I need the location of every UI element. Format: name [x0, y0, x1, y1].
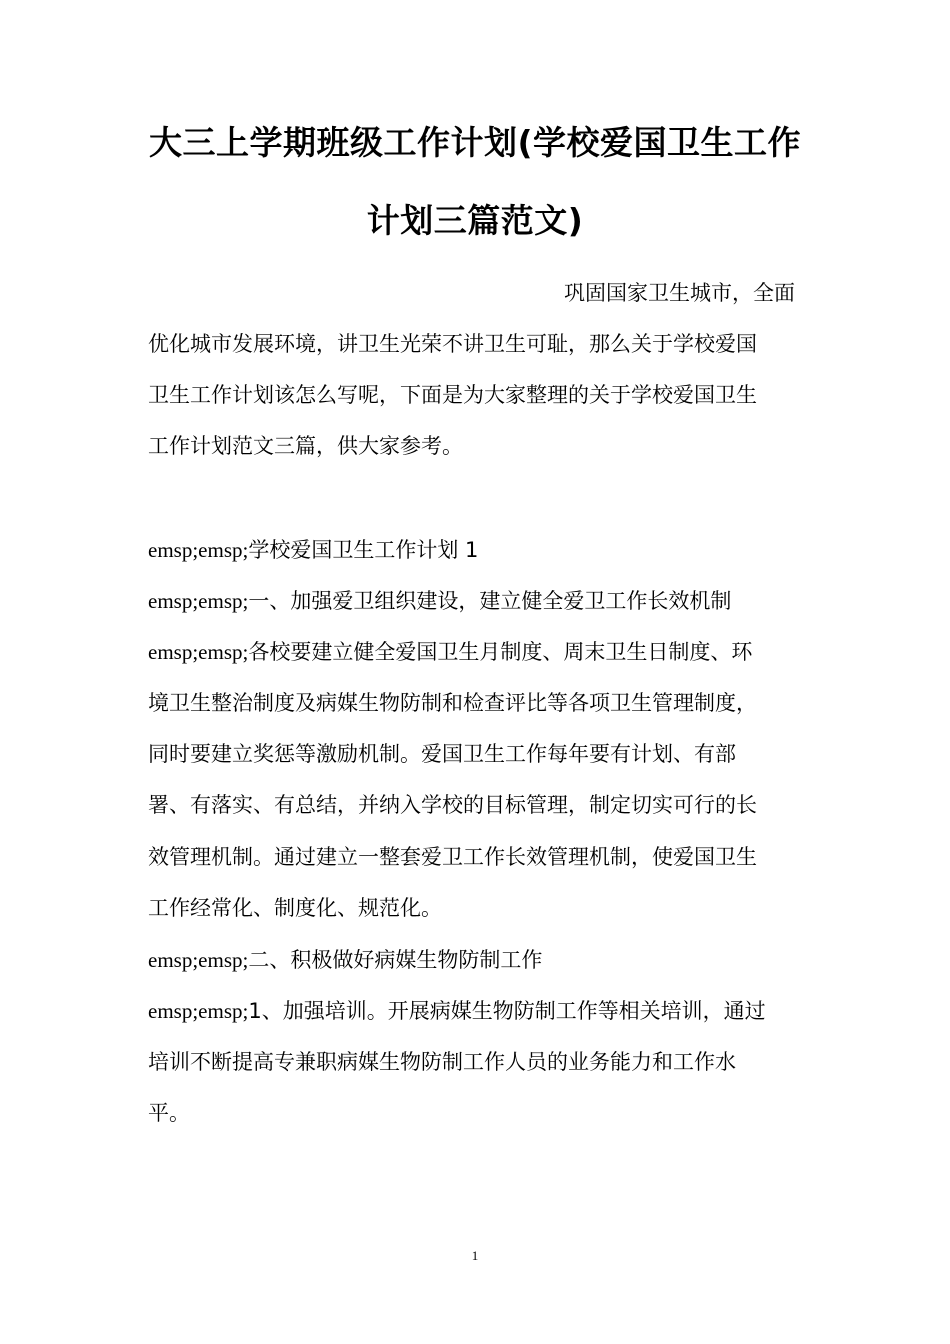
- body-line: 平。: [148, 1101, 190, 1125]
- intro-line: 优化城市发展环境，讲卫生光荣不讲卫生可耻，那么关于学校爱国: [148, 332, 757, 356]
- body-line: 效管理机制。通过建立一整套爱卫工作长效管理机制，使爱国卫生: [148, 845, 757, 869]
- body-text: 二、积极做好病媒生物防制工作: [248, 948, 543, 972]
- body-text: 一、加强爱卫组织建设，建立健全爱卫工作长效机制: [248, 589, 732, 613]
- body-line: [148, 997, 766, 1025]
- body-text: 各校要建立健全爱国卫生月制度、周末卫生日制度、环: [248, 640, 753, 664]
- body-text: 学校爱国卫生工作计划 1: [248, 538, 479, 562]
- body-line: 培训不断提高专兼职病媒生物防制工作人员的业务能力和工作水: [148, 1050, 736, 1074]
- document-title-line-1: 大三上学期班级工作计划(学校爱国卫生工作: [148, 123, 802, 162]
- body-line: [148, 638, 752, 666]
- intro-line: 卫生工作计划该怎么写呢，下面是为大家整理的关于学校爱国卫生: [148, 383, 757, 407]
- document-title-line-2: 计划三篇范文): [366, 201, 584, 240]
- emsp-prefix: emsp;emsp;: [148, 589, 249, 613]
- emsp-prefix: emsp;emsp;: [148, 948, 249, 972]
- page-number: 1: [471, 1248, 479, 1263]
- body-line: 工作经常化、制度化、规范化。: [148, 896, 442, 920]
- intro-line: 工作计划范文三篇，供大家参考。: [148, 434, 463, 458]
- emsp-prefix: emsp;emsp;: [148, 640, 249, 664]
- emsp-prefix: emsp;emsp;: [148, 999, 249, 1023]
- body-line: [148, 946, 542, 974]
- emsp-prefix: emsp;emsp;: [148, 538, 249, 562]
- intro-line: 巩固国家卫生城市，全面: [564, 281, 795, 305]
- body-line: 同时要建立奖惩等激励机制。爱国卫生工作每年要有计划、有部: [148, 742, 736, 766]
- section-heading-plan-1: [148, 536, 478, 564]
- body-text: 1、加强培训。开展病媒生物防制工作等相关培训，通过: [248, 999, 766, 1023]
- body-line: [148, 587, 731, 615]
- body-line: 境卫生整治制度及病媒生物防制和检查评比等各项卫生管理制度，: [148, 691, 757, 715]
- body-line: 署、有落实、有总结，并纳入学校的目标管理，制定切实可行的长: [148, 793, 757, 817]
